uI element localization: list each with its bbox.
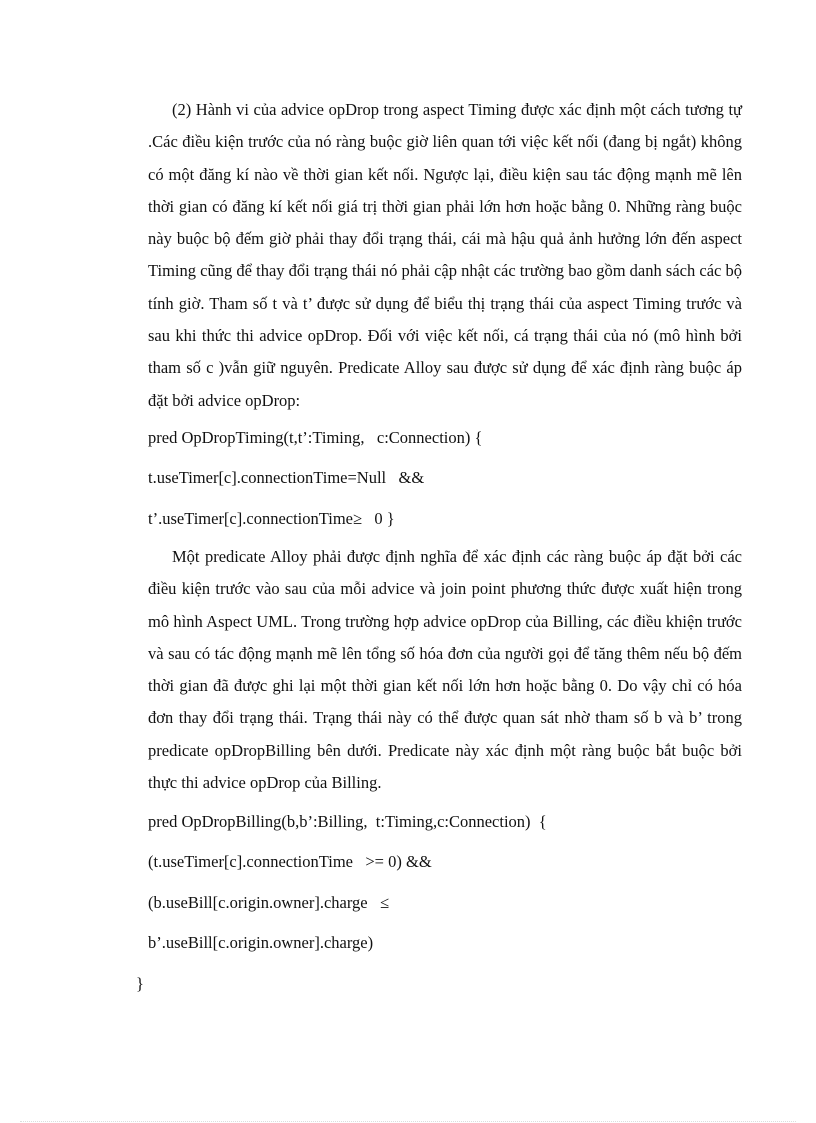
paragraph-alloy-predicate-billing: Một predicate Alloy phải được định nghĩa để xác định các ràng buộc áp đặt bởi các điều kiện trước vào sau của mỗi advice và join point phương thức được xuất hiện trong mô hình Aspect UML. Trong trường hợp advice opDrop của Billing, các điều khiện trước và sau có tác động mạnh mẽ lên tổng số hóa đơn của người gọi để tăng thêm nếu bộ đếm thời gian đã được ghi lại một thời gian kết nối lớn hơn hoặc bằng 0. Do vậy chỉ có hóa đơn thay đổi trạng thái. Trạng thái này có thể được quan sát nhờ tham số b và b’ trong predicate opDropBilling bên dưới. Predicate này xác định một ràng buộc bắt buộc bởi thực thi advice opDrop của Billing.	[148, 547, 742, 793]
code-line-timing-ge-zero: t’.useTimer[c].connectionTime≥ 0 }	[148, 509, 395, 528]
code-line-closing-brace: }	[136, 974, 144, 993]
code-line-usebill-charge-le: (b.useBill[c.origin.owner].charge ≤	[148, 893, 390, 912]
paragraph-opdrop-timing: (2) Hành vi của advice opDrop trong aspect Timing được xác định một cách tương tự .Các điều kiện trước của nó ràng buộc giờ liên quan tới việc kết nối (đang bị ngắt) không có một đăng kí nào về thời gian kết nối. Ngược lại, điều kiện sau tác động mạnh mẽ lên thời gian có đăng kí kết nối giá trị thời gian phải lớn hơn hoặc bằng 0. Những ràng buộc này buộc bộ đếm giờ phải thay đổi trạng thái, cái mà hậu quả ảnh hưởng lớn đến aspect Timing cũng để thay đổi trạng thái nó phải cập nhật các trường bao gồm danh sách các bộ tính giờ. Tham số t và t’ được sử dụng để biểu thị trạng thái của aspect Timing trước và sau khi thức thi advice opDrop. Đối với việc kết nối, cá trạng thái của nó (mô hình bởi tham số c )vẫn giữ nguyên. Predicate Alloy sau được sử dụng để xác định ràng buộc áp đặt bởi advice opDrop:	[148, 100, 742, 410]
code-line-pred-opdroptiming: pred OpDropTiming(t,t’:Timing, c:Connection) {	[148, 428, 483, 447]
code-line-usebill-charge-prime: b’.useBill[c.origin.owner].charge)	[148, 933, 374, 952]
code-line-pred-opdropbilling: pred OpDropBilling(b,b’:Billing, t:Timing,c:Connection) {	[148, 812, 547, 831]
page-bottom-rule	[20, 1121, 796, 1122]
code-line-timing-null: t.useTimer[c].connectionTime=Null &&	[148, 468, 425, 487]
code-line-connection-time-ge-zero: (t.useTimer[c].connectionTime >= 0) &&	[148, 852, 432, 871]
